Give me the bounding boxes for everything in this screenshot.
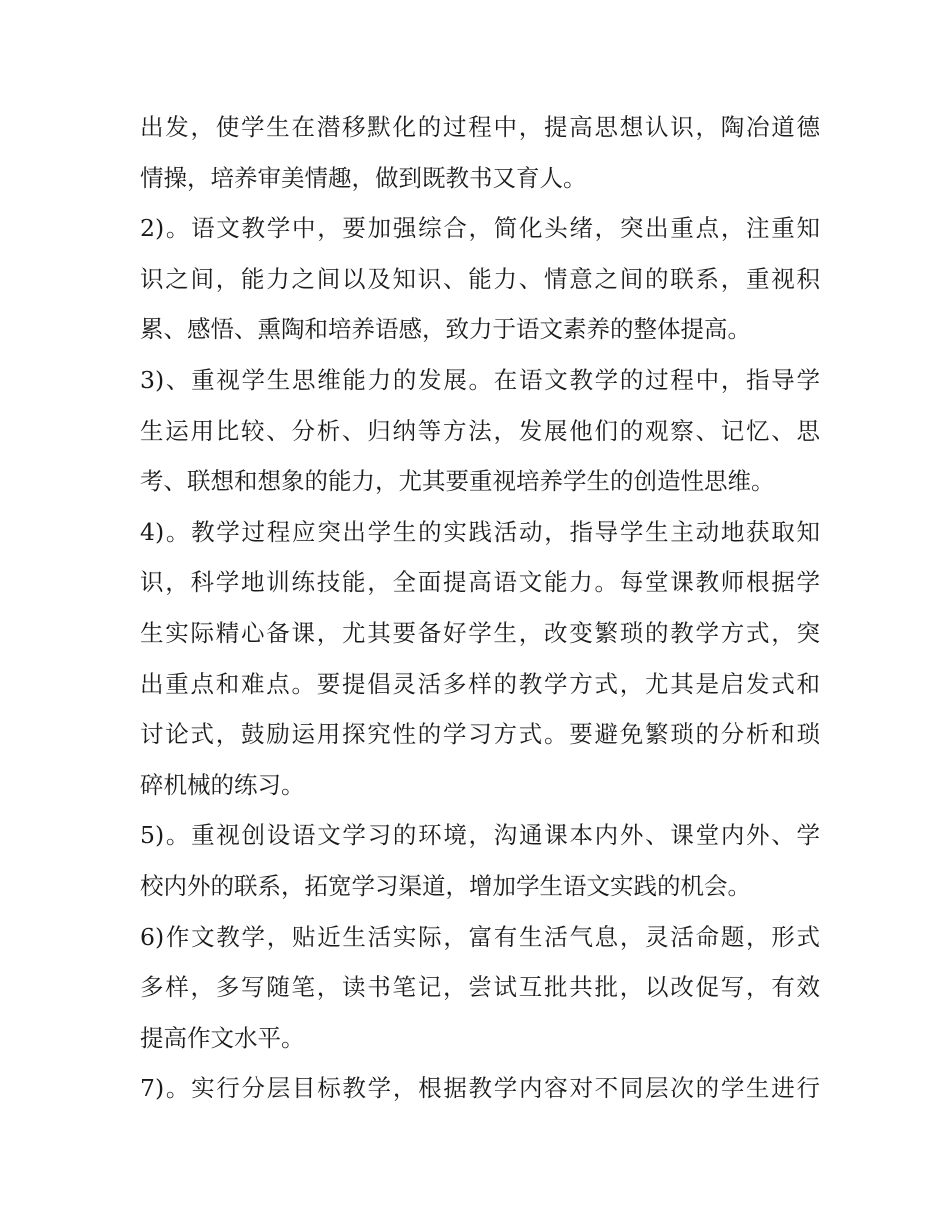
document-body	[140, 102, 820, 1114]
paragraph-item-5	[140, 810, 820, 911]
text-line: 7)。实行分层目标教学，根据教学内容对不同层次的学生进行	[140, 1074, 820, 1103]
text-line: 出发，使学生在潜移默化的过程中，提高思想认识，陶冶道德	[140, 113, 820, 141]
text-line: 3)、重视学生思维能力的发展。在语文教学的过程中，指导学	[140, 365, 820, 394]
paragraph-item-2	[140, 203, 820, 355]
paragraph-item-6	[140, 912, 820, 1064]
paragraph-item-3	[140, 355, 820, 507]
text-line: 考、联想和想象的能力，尤其要重视培养学生的创造性思维。	[140, 467, 775, 496]
text-line: 6)作文教学，贴近生活实际，富有生活气息，灵活命题，形式	[140, 922, 820, 951]
text-line: 2)。语文教学中，要加强综合，简化头绪，突出重点，注重知	[140, 214, 820, 243]
text-line: 校内外的联系，拓宽学习渠道，增加学生语文实践的机会。	[140, 871, 751, 900]
text-line: 提高作文水平。	[140, 1023, 305, 1052]
paragraph-item-7	[140, 1063, 820, 1114]
text-line: 多样，多写随笔，读书笔记，尝试互批共批，以改促写，有效	[140, 973, 820, 1002]
paragraph-continuation	[140, 102, 820, 203]
text-line: 讨论式，鼓励运用探究性的学习方式。要避免繁琐的分析和琐	[140, 720, 820, 749]
text-line: 生运用比较、分析、归纳等方法，发展他们的观察、记忆、思	[140, 416, 820, 445]
text-line: 出重点和难点。要提倡灵活多样的教学方式，尤其是启发式和	[140, 669, 820, 698]
text-line: 情操，培养审美情趣，做到既教书又育人。	[140, 163, 587, 192]
text-line: 生实际精心备课，尤其要备好学生，改变繁琐的教学方式，突	[140, 618, 820, 647]
text-line: 识之间，能力之间以及知识、能力、情意之间的联系，重视积	[140, 264, 820, 293]
text-line: 5)。重视创设语文学习的环境，沟通课本内外、课堂内外、学	[140, 821, 820, 850]
text-line: 4)。教学过程应突出学生的实践活动，指导学生主动地获取知	[140, 517, 820, 546]
text-line: 识，科学地训练技能，全面提高语文能力。每堂课教师根据学	[140, 568, 820, 597]
text-line: 碎机械的练习。	[140, 770, 305, 799]
text-line: 累、感悟、熏陶和培养语感，致力于语文素养的整体提高。	[140, 315, 751, 344]
paragraph-item-4	[140, 507, 820, 811]
